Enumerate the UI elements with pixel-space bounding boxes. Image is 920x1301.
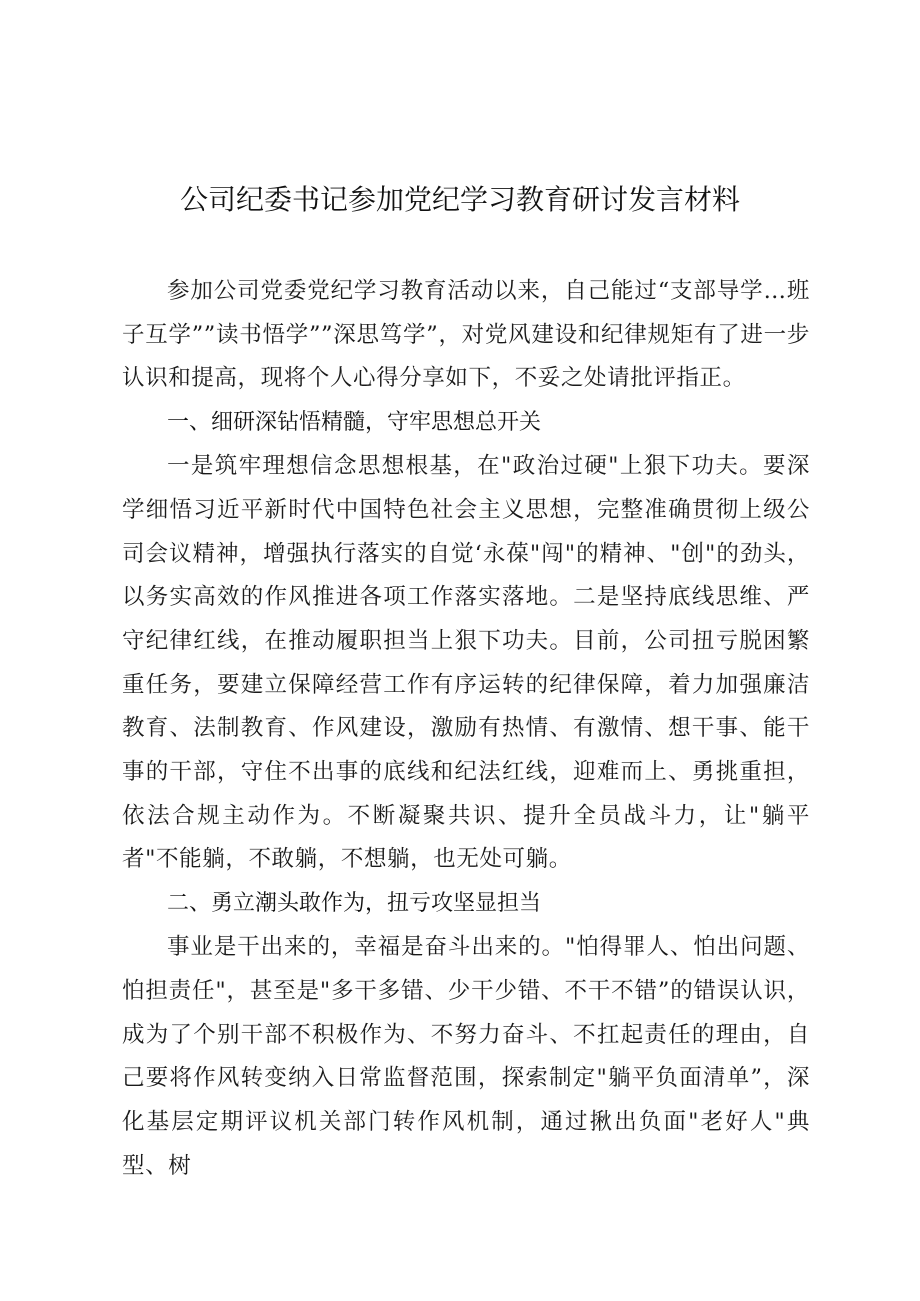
document-title: 公司纪委书记参加党纪学习教育研讨发言材料 xyxy=(179,183,740,216)
section-2-paragraph: 事业是干出来的，幸福是奋斗出来的。"怕得罪人、怕出问题、怕担责任"，甚至是"多干多错、少干少错、不干不错”的错误认识，成为了个别干部不积极作为、不努力奋斗、不扛起责任的理由，自己要将作风转变纳入日常监督范围，探索制定"躺平负面清单”，深化基层定期评议机关部门转作风机制，通过揪出负面"老好人"典型、树 xyxy=(122,934,810,1179)
section-1-paragraph: 一是筑牢理想信念思想根基，在"政治过硬"上狠下功夫。要深学细悟习近平新时代中国特色社会主义思想，完整准确贯彻上级公司会议精神，增强执行落实的自觉‘永葆"闯"的精神、"创"的劲头，以务实高效的作风推进各项工作落实落地。二是坚持底线思维、严守纪律红线，在推动履职担当上狠下功夫。目前，公司扭亏脱困繁重任务，要建立保障经营工作有序运转的纪律保障，着力加强廉洁教育、法制教育、作风建设，激励有热情、有激情、想干事、能干事的干部，守住不出事的底线和纪法红线，迎难而上、勇挑重担，依法合规主动作为。不断凝聚共识、提升全员战斗力，让"躺平者"不能躺，不敢躺，不想躺，也无处可躺。 xyxy=(122,453,810,873)
document-body xyxy=(122,270,810,1188)
intro-paragraph: 参加公司党委党纪学习教育活动以来，自己能过“支部导学…班子互学””读书悟学””深思笃学”，对党风建设和纪律规矩有了进一步认识和提高，现将个人心得分享如下，不妥之处请批评指正。 xyxy=(122,278,810,392)
section-2-heading: 二、勇立潮头敢作为，扭亏攻坚显担当 xyxy=(167,891,542,917)
section-1-heading: 一、细研深钻悟精髓，守牢思想总开关 xyxy=(167,410,542,436)
